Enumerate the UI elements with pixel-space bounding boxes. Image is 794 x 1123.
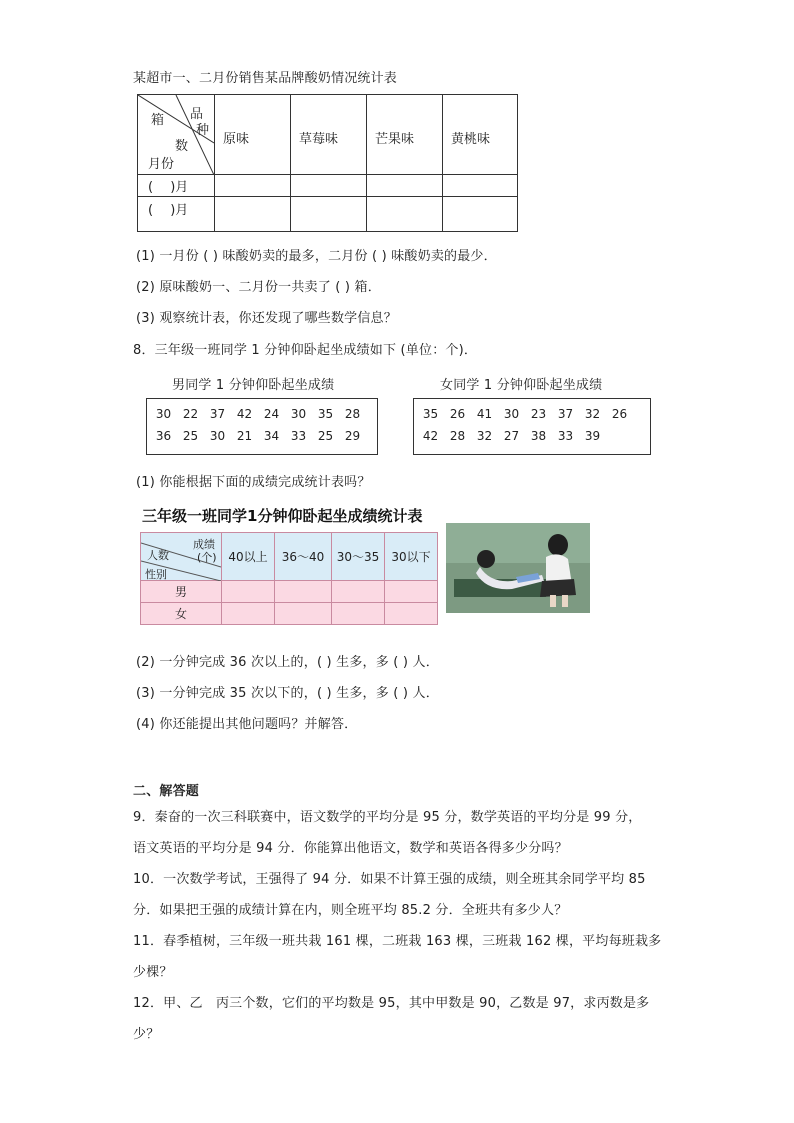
score: 35 <box>422 407 439 421</box>
score: 32 <box>476 429 493 443</box>
problem-line: 12．甲、乙 丙三个数，它们的平均数是 95，其中甲数是 90，乙数是 97，求丙数是多 <box>133 996 650 1011</box>
question-a3: (3) 观察统计表，你还发现了哪些数学信息？ <box>136 311 397 326</box>
stat-cell <box>385 581 438 603</box>
yogurt-sales-table <box>137 94 518 232</box>
score: 36 <box>155 429 172 443</box>
question-a1: (1) 一月份 ( ) 味酸奶卖的最多，二月份 ( ) 味酸奶卖的最少． <box>136 249 497 264</box>
table-cell <box>443 175 518 197</box>
col-header: 芒果味 <box>367 95 443 175</box>
corner-label-pin: 品 <box>190 107 204 122</box>
score: 38 <box>530 429 547 443</box>
q8-sub2: (2) 一分钟完成 36 次以上的，( ) 生多，多 ( ) 人． <box>136 655 439 670</box>
table-cell <box>367 197 443 232</box>
problem-line: 少棵？ <box>133 965 173 980</box>
problem-line: 分．如果把王强的成绩计算在内，则全班平均 85.2 分．全班共有多少人？ <box>133 903 568 918</box>
score: 23 <box>530 407 547 421</box>
situp-stat-table <box>140 532 438 625</box>
stat-corner-gender: 性别 <box>145 568 167 581</box>
question-8: 8．三年级一班同学 1 分钟仰卧起坐成绩如下 (单位：个)． <box>133 343 478 358</box>
girls-title: 女同学 1 分钟仰卧起坐成绩 <box>440 378 603 393</box>
score: 30 <box>503 407 520 421</box>
corner-header-cell <box>138 95 215 175</box>
row-header: ( )月 <box>138 175 215 197</box>
col-header: 原味 <box>215 95 291 175</box>
problem-line: 10．一次数学考试，王强得了 94 分．如果不计算王强的成绩，则全班其余同学平均 85 <box>133 872 646 887</box>
stat-row-header: 女 <box>141 603 222 625</box>
stat-corner-unit: (个) <box>197 551 217 564</box>
score: 30 <box>155 407 172 421</box>
score: 28 <box>344 407 361 421</box>
stat-cell <box>275 581 332 603</box>
score: 26 <box>449 407 466 421</box>
table-cell <box>291 197 367 232</box>
boys-scores-box <box>146 398 378 455</box>
score: 21 <box>236 429 253 443</box>
corner-label-shu: 数 <box>175 139 189 154</box>
stat-cell <box>222 581 275 603</box>
score: 25 <box>182 429 199 443</box>
q8-sub4: (4) 你还能提出其他问题吗？并解答． <box>136 717 358 732</box>
score: 27 <box>503 429 520 443</box>
stat-cell <box>275 603 332 625</box>
girls-scores-box <box>413 398 651 455</box>
score: 29 <box>344 429 361 443</box>
table-cell <box>291 175 367 197</box>
score: 35 <box>317 407 334 421</box>
score: 25 <box>317 429 334 443</box>
problem-line: 少？ <box>133 1027 160 1042</box>
problem-line: 语文英语的平均分是 94 分．你能算出他语文，数学和英语各得多少分吗？ <box>133 841 568 856</box>
section2-heading: 二、解答题 <box>133 784 200 799</box>
score: 33 <box>290 429 307 443</box>
stat-col-header: 36～40 <box>275 533 332 581</box>
q8-sub3: (3) 一分钟完成 35 次以下的，( ) 生多，多 ( ) 人． <box>136 686 439 701</box>
boys-title: 男同学 1 分钟仰卧起坐成绩 <box>172 378 335 393</box>
row-header: ( )月 <box>138 197 215 232</box>
corner-label-zhong: 种 <box>196 123 210 138</box>
stat-cell <box>332 581 385 603</box>
score: 26 <box>611 407 628 421</box>
q8-sub1: (1) 你能根据下面的成绩完成统计表吗？ <box>136 475 371 490</box>
stat-corner-score: 成绩 <box>193 538 215 551</box>
table-cell <box>215 175 291 197</box>
problem-line: 11．春季植树，三年级一班共栽 161 棵，二班栽 163 棵，三班栽 162 棵，平均每班栽多 <box>133 934 662 949</box>
stat-cell <box>332 603 385 625</box>
score: 42 <box>236 407 253 421</box>
score: 30 <box>209 429 226 443</box>
stat-cell <box>222 603 275 625</box>
situp-illustration <box>446 523 590 613</box>
stat-cell <box>385 603 438 625</box>
stat-col-header: 30以下 <box>385 533 438 581</box>
score: 37 <box>209 407 226 421</box>
score: 28 <box>449 429 466 443</box>
question-a2: (2) 原味酸奶一、二月份一共卖了 ( ) 箱． <box>136 280 381 295</box>
col-header: 黄桃味 <box>443 95 518 175</box>
table-cell <box>367 175 443 197</box>
table1-title: 某超市一、二月份销售某品牌酸奶情况统计表 <box>133 71 398 86</box>
stat-col-header: 40以上 <box>222 533 275 581</box>
score: 33 <box>557 429 574 443</box>
col-header: 草莓味 <box>291 95 367 175</box>
corner-label-xiang: 箱 <box>151 113 165 128</box>
score: 32 <box>584 407 601 421</box>
stat-table-title: 三年级一班同学1分钟仰卧起坐成绩统计表 <box>142 507 423 525</box>
corner-label-month: 月份 <box>148 157 175 172</box>
stat-col-header: 30～35 <box>332 533 385 581</box>
score: 34 <box>263 429 280 443</box>
problem-line: 9．秦奋的一次三科联赛中，语文数学的平均分是 95 分，数学英语的平均分是 99 分， <box>133 810 642 825</box>
situp-photo <box>446 523 590 613</box>
score: 41 <box>476 407 493 421</box>
stat-row-header: 男 <box>141 581 222 603</box>
table-cell <box>215 197 291 232</box>
score: 30 <box>290 407 307 421</box>
score: 42 <box>422 429 439 443</box>
stat-corner-cell <box>141 533 222 581</box>
score: 22 <box>182 407 199 421</box>
stat-corner-count: 人数 <box>147 549 169 562</box>
score: 37 <box>557 407 574 421</box>
table-cell <box>443 197 518 232</box>
score: 24 <box>263 407 280 421</box>
score: 39 <box>584 429 601 443</box>
